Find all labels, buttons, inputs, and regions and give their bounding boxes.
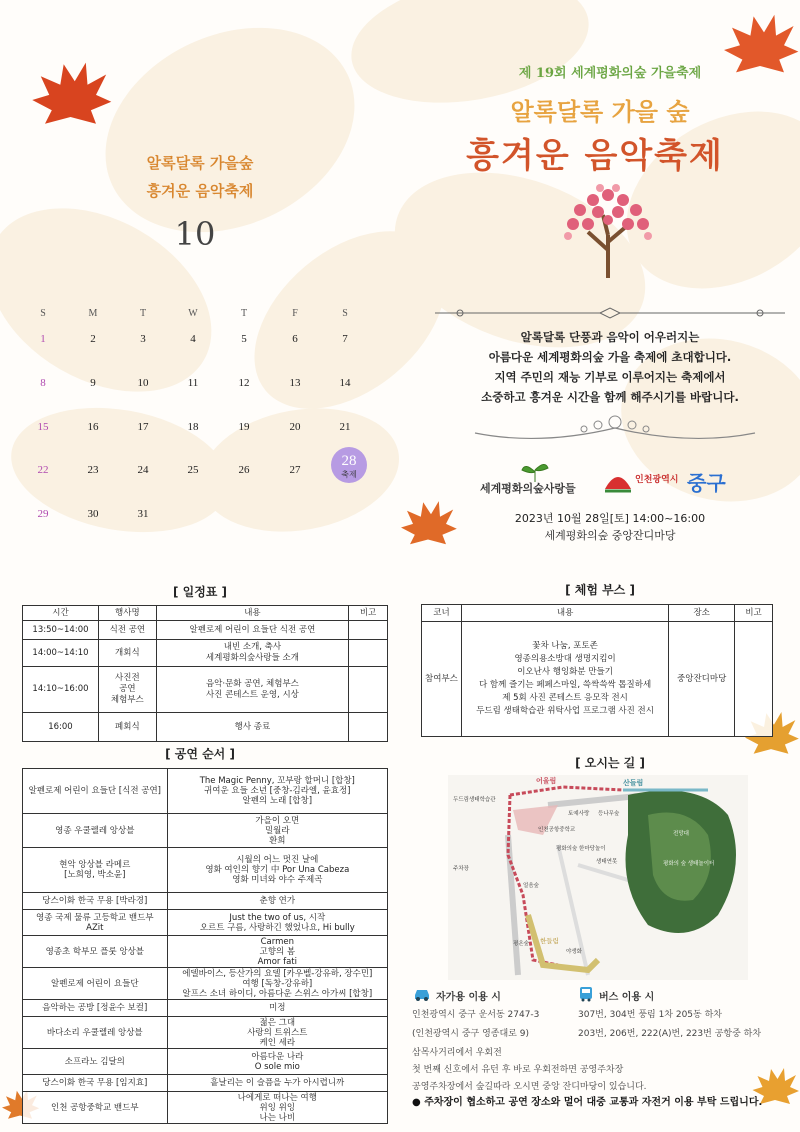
- schedule-content: 음악·문화 공연, 체험부스 사진 콘테스트 운영, 시상: [156, 667, 348, 713]
- maple-leaf-icon: [398, 495, 458, 560]
- festival-title-2: 흥겨운 음악축제: [466, 136, 724, 176]
- schedule-note: [349, 640, 388, 667]
- festival-day-badge: [331, 447, 367, 483]
- schedule-note: [349, 713, 388, 742]
- tree-icon: [548, 180, 668, 280]
- calendar-day: 10: [137, 377, 149, 389]
- schedule-row: [23, 621, 388, 640]
- calendar-day: 30: [87, 508, 99, 520]
- calendar-weekday: T: [240, 308, 248, 319]
- map-label-p9: 평화의 숲 생태놀이터: [663, 861, 715, 867]
- calendar-day: 9: [90, 377, 96, 389]
- booth-header-note: 비고: [735, 605, 773, 622]
- schedule-event: 사진전 공연 체험부스: [98, 667, 156, 713]
- schedule-row: [23, 713, 388, 742]
- booth-header-corner: 코너: [422, 605, 462, 622]
- booth-header-place: 장소: [669, 605, 735, 622]
- junggu-logo: [603, 467, 733, 503]
- schedule-note: [349, 621, 388, 640]
- performance-songs: 가을이 오면 밀월라 환희: [167, 814, 387, 848]
- performance-songs: 시월의 어느 멋진 날에 영화 여인의 향기 中 Por Una Cabeza 영화 미녀와 야수 주제곡: [167, 848, 387, 893]
- map-label-p2: 인천공항중학교: [538, 827, 576, 833]
- bus-line: 203번, 206번, 222(A)번, 223번 공항중 하차: [578, 1029, 762, 1039]
- performance-row: [23, 1075, 388, 1092]
- performance-songs: 젊은 그대 사랑의 트위스트 케인 세라: [167, 1017, 387, 1049]
- schedule-content: 행사 종료: [156, 713, 348, 742]
- calendar-day: 16: [87, 421, 99, 433]
- performance-row: [23, 910, 388, 936]
- calendar-day: 14: [339, 377, 351, 389]
- festival-date: 2023년 10월 28일[토] 14:00~16:00: [514, 512, 706, 525]
- map-label-p20: 야생화: [566, 949, 582, 955]
- calendar-day: 25: [187, 464, 199, 476]
- maple-leaf-icon: [28, 55, 113, 145]
- calendar-day: 20: [289, 421, 301, 433]
- calendar-weekday: F: [292, 308, 298, 319]
- performance-songs: Just the two of us, 시작 오르트 구름, 사랑하긴 했었나요, Hi bully: [167, 910, 387, 936]
- calendar-day: 15: [37, 421, 49, 433]
- calendar-day: 2: [90, 333, 96, 345]
- car-title: 자가용 이용 시: [436, 992, 501, 1003]
- booth-place: 중앙잔디마당: [669, 622, 735, 737]
- calendar-day: 26: [238, 464, 250, 476]
- performance-songs: 에델바이스, 등산가의 요델 [카우벨-강유하, 장수민] 여행 [독창-강유하] 알프스 소녀 하이디, 아름다운 스위스 아가씨 [합창]: [167, 968, 387, 1000]
- festival-intro: [430, 327, 790, 407]
- schedule-time: 14:00~14:10: [23, 640, 99, 667]
- park-map: [448, 775, 748, 980]
- map-label-p16: 한들림: [540, 937, 559, 945]
- performance-row: [23, 1092, 388, 1124]
- booth-content: 꽃차 나눔, 포토존 영종의용소방대 생명지킴이 이오난사 행잉화분 만들기 다 함께 즐기는 페페스마일, 쓱싹쓱싹 톱질하세 제 5회 사진 콘테스트 응모작 전시 두드림 생태학습관 위탁사업 프로그램 사진 전시: [461, 622, 668, 737]
- bus-line: 307번, 304번 풍림 1차 205동 하차: [578, 1010, 722, 1020]
- intro-line: 소중하고 흥겨운 시간을 함께 해주시기를 바랍니다.: [481, 390, 739, 404]
- festival-title-1: 알록달록 가을 숲: [510, 97, 690, 126]
- performance-team: 영종초 학부모 플룻 앙상블: [23, 936, 168, 968]
- calendar-month: 10: [174, 215, 216, 253]
- performance-team: 영종 국제 물류 고등학교 밴드부 AZit: [23, 910, 168, 936]
- performance-row: [23, 769, 388, 814]
- bus-title: 버스 이용 시: [599, 992, 655, 1003]
- map-label-gate2: 산들림: [623, 779, 644, 787]
- schedule-header-time: 시간: [23, 606, 99, 621]
- ornament-divider: [430, 306, 790, 320]
- festival-place: 세계평화의숲 중앙잔디마당: [544, 529, 676, 542]
- calendar-day: 19: [238, 421, 250, 433]
- schedule-content: 알펜로제 어린이 요들단 식전 공연: [156, 621, 348, 640]
- performance-team: 인천 공항중학교 밴드부: [23, 1092, 168, 1124]
- schedule-event: 폐회식: [98, 713, 156, 742]
- schedule-time: 14:10~16:00: [23, 667, 99, 713]
- performance-row: [23, 814, 388, 848]
- calendar-day: 23: [87, 464, 99, 476]
- map-label-p3: 평화의숲 한마당놀이: [556, 846, 606, 852]
- car-line: 삼목사거리에서 우회전: [412, 1048, 502, 1058]
- performance-table: [22, 768, 388, 1124]
- performance-team: 알펜로제 어린이 요들단 [식전 공연]: [23, 769, 168, 814]
- calendar-day: 18: [187, 421, 199, 433]
- performance-row: [23, 968, 388, 1000]
- performance-team: 바다소리 우쿨렐레 앙상블: [23, 1017, 168, 1049]
- map-label-p14: 생태연못: [596, 859, 618, 865]
- performance-songs: 춘향 연가: [167, 893, 387, 910]
- bus-directions: [578, 1008, 788, 1046]
- schedule-note: [349, 667, 388, 713]
- car-line: 인천광역시 중구 운서동 2747-3: [412, 1010, 540, 1020]
- calendar-day: 29: [37, 508, 49, 520]
- calendar-weekday: M: [88, 308, 98, 319]
- festival-day-label: 축제: [341, 470, 357, 479]
- intro-line: 지역 주민의 재능 기부로 이루어지는 축제에서: [494, 370, 726, 384]
- festival-day-number: 28: [341, 453, 357, 469]
- festival-datetime: [490, 510, 730, 544]
- peace-forest-logo-text: 세계평화의숲사랑들: [480, 482, 576, 495]
- calendar-day: 13: [289, 377, 301, 389]
- intro-line: 아름다운 세계평화의숲 가을 축제에 초대합니다.: [488, 350, 732, 364]
- directions-title: [ 오시는 길 ]: [560, 754, 660, 771]
- calendar-day: 17: [137, 421, 149, 433]
- schedule-event: 식전 공연: [98, 621, 156, 640]
- map-label-p8: 전망대: [673, 831, 689, 837]
- map-label-gate1: 어울림: [536, 777, 557, 785]
- schedule-header-content: 내용: [156, 606, 348, 621]
- car-line: (인천광역시 중구 영종대로 9): [412, 1029, 529, 1039]
- calendar-subtitle-1: 알록달록 가을숲: [146, 154, 254, 172]
- performance-row: [23, 1017, 388, 1049]
- performance-team: 현악 앙상블 라메르 [노희영, 박소윤]: [23, 848, 168, 893]
- performance-songs: 미정: [167, 1000, 387, 1017]
- performance-songs: 나에게로 떠나는 여행 위잉 위잉 나는 나비: [167, 1092, 387, 1124]
- junggu-emblem-icon: [603, 469, 633, 495]
- schedule-time: 16:00: [23, 713, 99, 742]
- performance-team: 음악하는 공방 [정윤수 보컬]: [23, 1000, 168, 1017]
- schedule-header-note: 비고: [349, 606, 388, 621]
- calendar-day: 24: [137, 464, 149, 476]
- performance-team: 소프라노 김달의: [23, 1049, 168, 1075]
- schedule-row: [23, 640, 388, 667]
- booth-header-content: 내용: [461, 605, 668, 622]
- calendar-day: 7: [342, 333, 348, 345]
- schedule-header-event: 행사명: [98, 606, 156, 621]
- junggu-logo-city: 인천광역시: [635, 475, 679, 485]
- booth-title: [ 체험 부스 ]: [550, 581, 650, 598]
- performance-team: 당스이화 한국 무용 [박라경]: [23, 893, 168, 910]
- performance-team: 당스이화 한국 무용 [임지효]: [23, 1075, 168, 1092]
- map-label-p1: 토예사랑: [568, 811, 590, 817]
- schedule-table: [22, 605, 388, 742]
- performance-title: [ 공연 순서 ]: [140, 745, 260, 762]
- map-label-p17: 평온숲: [513, 941, 529, 947]
- map-label-parking: 주차장: [453, 866, 469, 872]
- performance-songs: Carmen 고향의 봄 Amor fati: [167, 936, 387, 968]
- performance-songs: 흩날리는 이 슬픔을 누가 아시렵니까: [167, 1075, 387, 1092]
- car-icon: [413, 987, 431, 1001]
- performance-team: 알펜로제 어린이 요들단: [23, 968, 168, 1000]
- calendar-day: 27: [289, 464, 301, 476]
- map-label-p5: 등나무숲: [598, 811, 620, 817]
- intro-line: 알록달록 단풍과 음악이 어우러지는: [520, 330, 700, 344]
- calendar-day: 1: [40, 333, 46, 345]
- performance-songs: 아름다운 나라 O sole mio: [167, 1049, 387, 1075]
- performance-row: [23, 936, 388, 968]
- car-line: 첫 번째 신호에서 유턴 후 바로 우회전하면 공영주차장: [412, 1065, 624, 1075]
- calendar-day: 31: [137, 508, 149, 520]
- calendar-day: 12: [238, 377, 250, 389]
- calendar-weekday: W: [188, 308, 198, 319]
- calendar-day: 4: [190, 333, 196, 345]
- maple-leaf-icon: [720, 5, 800, 95]
- festival-edition: 제 19회 세계평화의숲 가을축제: [518, 66, 702, 81]
- calendar-day: 3: [140, 333, 146, 345]
- bus-icon: [578, 986, 594, 1002]
- peace-forest-logo: [480, 462, 590, 502]
- schedule-time: 13:50~14:00: [23, 621, 99, 640]
- calendar-subtitle-2: 흥겨운 음악축제: [146, 182, 254, 200]
- ornament-swirl: [470, 408, 760, 448]
- calendar-day: 22: [37, 464, 49, 476]
- maple-leaf-icon: [750, 1060, 800, 1120]
- performance-row: [23, 1000, 388, 1017]
- calendar-day: 11: [187, 377, 199, 389]
- booth-corner: 참여부스: [422, 622, 462, 737]
- calendar-day: 6: [292, 333, 298, 345]
- sprout-icon: [520, 462, 550, 482]
- performance-songs: The Magic Penny, 꼬부랑 할머니 [합창] 귀여운 요들 소년 [중창-김라엘, 윤효정] 알펜의 노래 [합창]: [167, 769, 387, 814]
- transport-notice: ● 주차장이 협소하고 공연 장소와 멀어 대중 교통과 자전거 이용 부탁 드립니다.: [412, 1097, 763, 1108]
- schedule-content: 내빈 소개, 축사 세계평화의숲사랑들 소개: [156, 640, 348, 667]
- schedule-row: [23, 667, 388, 713]
- booth-note: [735, 622, 773, 737]
- schedule-event: 개회식: [98, 640, 156, 667]
- performance-row: [23, 893, 388, 910]
- performance-team: 영종 우쿨렐레 앙상블: [23, 814, 168, 848]
- calendar-weekday: S: [342, 308, 348, 319]
- schedule-title: [ 일정표 ]: [150, 583, 250, 600]
- calendar-weekday: S: [40, 308, 46, 319]
- map-label-p7: 얼음숲: [523, 883, 539, 889]
- calendar-day: 5: [241, 333, 247, 345]
- junggu-logo-name: 중구: [687, 471, 726, 495]
- performance-row: [23, 1049, 388, 1075]
- map-label-center: 두드림생태학습관: [453, 797, 496, 803]
- car-line: 공영주차장에서 숲길따라 오시면 중앙 잔디마당이 있습니다.: [412, 1082, 647, 1092]
- booth-table: [421, 604, 773, 737]
- calendar-day: 8: [40, 377, 46, 389]
- performance-row: [23, 848, 388, 893]
- calendar-weekday: T: [139, 308, 147, 319]
- calendar-day: 21: [339, 421, 351, 433]
